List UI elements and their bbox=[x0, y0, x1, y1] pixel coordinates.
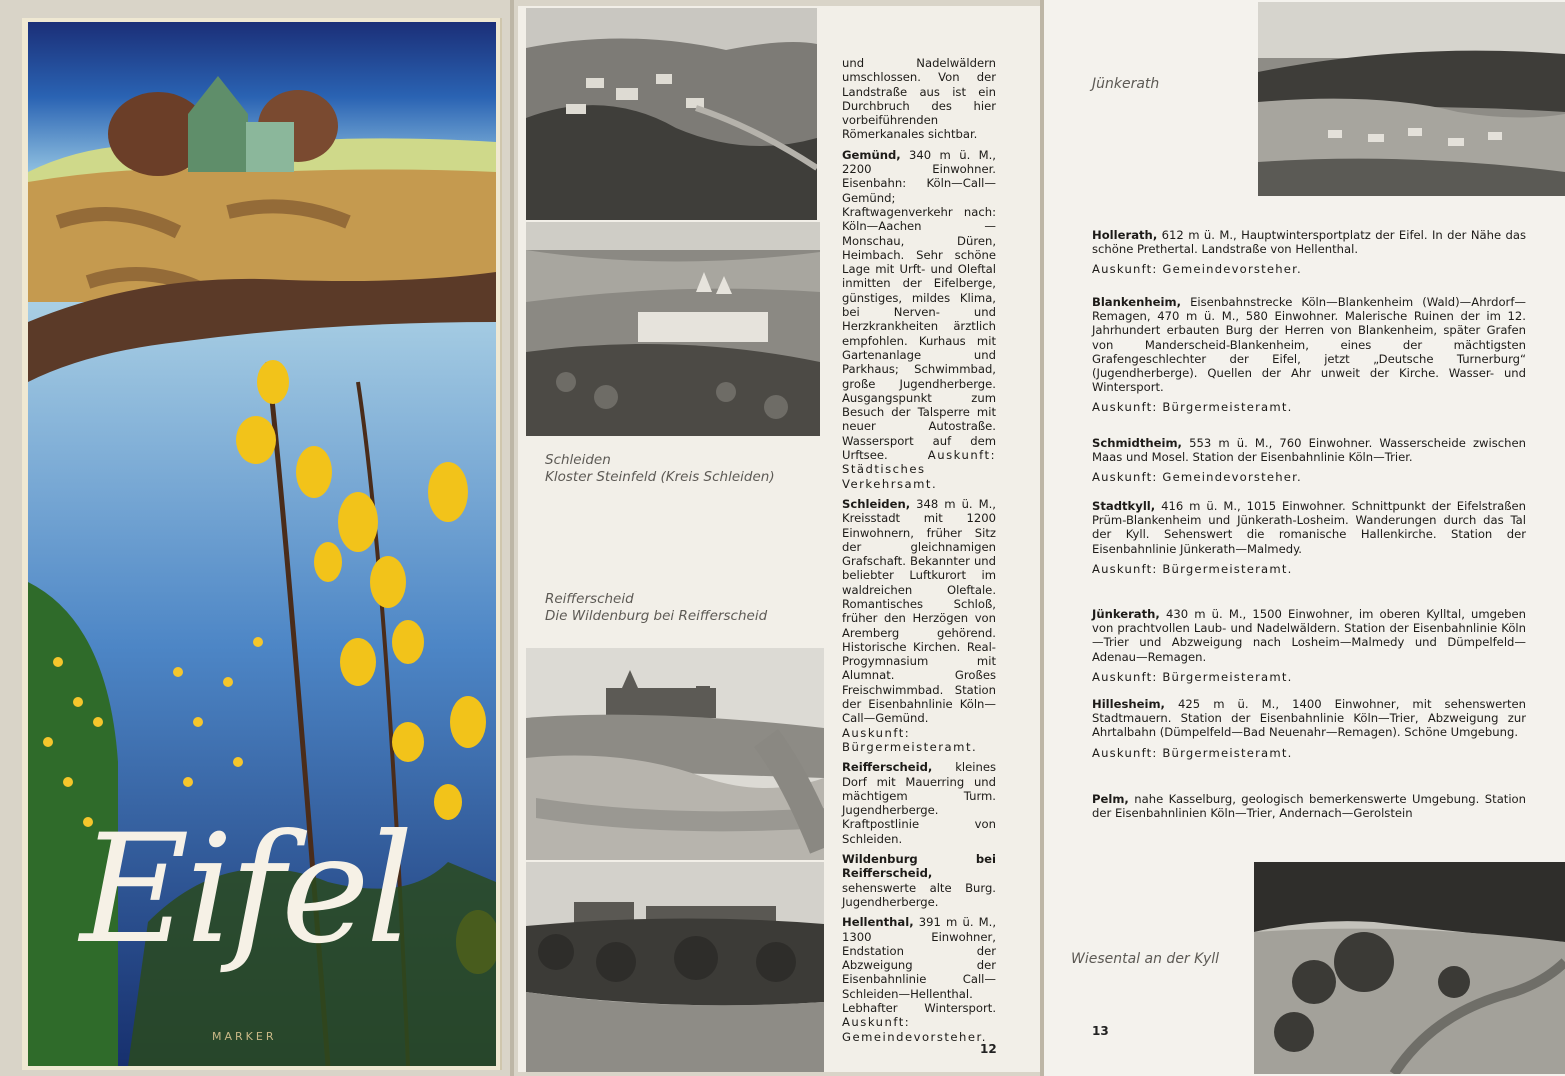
entry-info: Auskunft: Bürgermeisteramt. bbox=[1092, 745, 1293, 760]
photo-wiesental-image bbox=[1254, 862, 1565, 1074]
photo-reifferscheid-image bbox=[526, 648, 824, 860]
photo-schleiden-image bbox=[526, 8, 817, 220]
photo-kloster-steinfeld-image bbox=[526, 222, 820, 436]
caption-wiesental: Wiesental an der Kyll bbox=[1071, 951, 1220, 967]
entry-info: Auskunft: Städtisches Verkehrsamt. bbox=[842, 448, 996, 491]
entry-name: Schmidtheim, bbox=[1092, 436, 1182, 450]
page-12 bbox=[518, 6, 1040, 1072]
entry-hillesheim bbox=[1092, 697, 1526, 760]
caption-schleiden: Schleiden bbox=[545, 452, 611, 468]
entry-name: Hillesheim, bbox=[1092, 697, 1165, 711]
page-13 bbox=[1044, 0, 1565, 1076]
caption-juenkerath: Jünkerath bbox=[1092, 76, 1160, 92]
entry-text: kleines Dorf mit Mauerring und mächtigem Turm. Jugendherberge. Kraftpostlinie von Schleiden. bbox=[842, 760, 996, 846]
entry-info: Auskunft: Gemeindevorsteher. bbox=[1092, 262, 1302, 277]
entry-schmidtheim bbox=[1092, 436, 1526, 485]
entry-info: Auskunft: Bürgermeisteramt. bbox=[842, 725, 978, 754]
photo-wildenburg-image bbox=[526, 862, 824, 1072]
photo-kloster-steinfeld bbox=[526, 222, 820, 436]
entry-name: Reifferscheid, bbox=[842, 760, 933, 775]
photo-juenkerath bbox=[1258, 2, 1565, 196]
entry-text: nahe Kasselburg, geologisch bemerkenswerte Umgebung. Station der Eisenbahnlinien Köln—Trier, Andernach—Gerolstein bbox=[1092, 792, 1527, 821]
entry-text: Eisenbahnstrecke Köln—Blankenheim (Wald)—Ahrdorf—Remagen, 470 m ü. M., 580 Einwohner. Malerische Ruinen der im 12. Jahrhundert erbauten Burg der Herren von Blankenheim, später Grafen von Manderscheid-Blankenheim, eines der mächtigsten Grafengeschlechter der Eifel, jetzt „Deutsche Turnerburg“ (Jugendherberge). Quellen der Ahr unweit der Kirche. Wasser- und Wintersport. bbox=[1092, 295, 1526, 395]
entry-name: Stadtkyll, bbox=[1092, 499, 1156, 513]
entry-reifferscheid bbox=[842, 760, 996, 846]
entry-wildenburg bbox=[842, 852, 996, 909]
entry-info: Auskunft: Bürgermeisteramt. bbox=[1092, 561, 1293, 576]
page-number-13: 13 bbox=[1092, 1024, 1109, 1038]
entry-name: Blankenheim, bbox=[1092, 295, 1181, 309]
entry-gemuend bbox=[842, 148, 996, 491]
entry-text: 340 m ü. M., 2200 Einwohner. Eisenbahn: Köln—Call—Gemünd; Kraftwagenverkehr nach: Köln—Aachen — Monschau, Düren, Heimbach. Sehr schöne Lage mit Urft- und Oleftal inmitten der Eifelberge, günstiges, mildes Klima, bei Nerven- und Herzkrankheiten ärztlich empfohlen. Kurhaus mit Gartenanlage und Parkhaus; Schwimmbad, große Jugendherberge. Ausgangspunkt zum Besuch der Talsperre mit neuer Autostraße. Wassersport auf dem Urftsee. bbox=[842, 147, 996, 463]
photo-reifferscheid bbox=[526, 648, 824, 860]
entry-name: Wildenburg bei Reifferscheid, bbox=[842, 852, 996, 881]
page12-text-column bbox=[842, 56, 996, 1050]
entry-name: Schleiden, bbox=[842, 496, 911, 511]
entry-hollerath bbox=[1092, 228, 1526, 277]
entry-text: 391 m ü. M., 1300 Einwohner, Endstation der Abzweigung der Eisenbahnlinie Call—Schleiden—Hellenthal. Lebhafter Wintersport. bbox=[842, 915, 997, 1015]
photo-wildenburg bbox=[526, 862, 824, 1072]
cover-title: Eifel bbox=[80, 803, 410, 977]
caption-wildenburg: Die Wildenburg bei Reifferscheid bbox=[545, 608, 768, 624]
entry-text: 553 m ü. M., 760 Einwohner. Wasserscheide zwischen Maas und Mosel. Station der Eisenbahnlinie Köln—Trier. bbox=[1092, 436, 1527, 465]
page12-intro: und Nadelwäldern umschlossen. Von der Landstraße aus ist ein Durchbruch des hier vorbeiführenden Römerkanales sichtbar. bbox=[842, 56, 996, 142]
entry-blankenheim bbox=[1092, 295, 1526, 415]
artist-signature: MARKER bbox=[212, 1030, 277, 1043]
entry-text: 425 m ü. M., 1400 Einwohner, mit sehenswerten Stadtmauern. Station der Eisenbahnlinie Köln—Trier, Abzweigung zur Ahrtalbahn (Dümpelfeld—Bad Neuenahr—Remagen). Schöne Umgebung. bbox=[1092, 697, 1526, 740]
entry-info: Auskunft: Gemeindevorsteher. bbox=[842, 1015, 987, 1044]
spine bbox=[510, 0, 514, 1076]
caption-kloster-steinfeld: Kloster Steinfeld (Kreis Schleiden) bbox=[545, 469, 775, 485]
entry-schleiden bbox=[842, 497, 996, 754]
entry-name: Hellenthal, bbox=[842, 915, 914, 930]
photo-juenkerath-image bbox=[1258, 2, 1565, 196]
entry-text: sehenswerte alte Burg. Jugendherberge. bbox=[842, 880, 996, 909]
photo-wiesental bbox=[1254, 862, 1565, 1074]
entry-text: 416 m ü. M., 1015 Einwohner. Schnittpunkt der Eifelstraßen Prüm-Blankenheim und Jünkerath-Losheim. Wanderungen durch das Tal der Kyll. Sehenswert die romanische Hallenkirche. Station der Eisenbahnlinie Jünkerath—Malmedy. bbox=[1092, 499, 1526, 556]
caption-reifferscheid: Reifferscheid bbox=[545, 591, 634, 607]
entry-text: 612 m ü. M., Hauptwintersportplatz der Eifel. In der Nähe das schöne Prethertal. Landstraße von Hellenthal. bbox=[1092, 228, 1527, 257]
entry-info: Auskunft: Bürgermeisteramt. bbox=[1092, 400, 1293, 415]
entry-info: Auskunft: Gemeindevorsteher. bbox=[1092, 470, 1302, 485]
entry-name: Pelm, bbox=[1092, 792, 1129, 806]
entry-text: 348 m ü. M., Kreisstadt mit 1200 Einwohnern, früher Sitz der gleichnamigen Grafschaft. Bekannter und beliebter Luftkurort im waldreichen Oleftale. Romantisches Schloß, früher den Herzögen von Aremberg gehörend. Historische Kirchen. Real-Progymnasium mit Alumnat. Großes Freischwimmbad. Station der Eisenbahnlinie Köln—Call—Gemünd. bbox=[842, 496, 996, 726]
entry-stadtkyll bbox=[1092, 499, 1526, 576]
photo-schleiden bbox=[526, 8, 817, 220]
entry-text: 430 m ü. M., 1500 Einwohner, im oberen Kylltal, umgeben von prachtvollen Laub- und Nadelwäldern. Station der Eisenbahnlinie Köln—Trier und Abzweigung nach Losheim—Malmedy und Dümpelfeld—Adenau—Remagen. bbox=[1092, 607, 1526, 664]
entry-hellenthal bbox=[842, 915, 996, 1044]
entry-info: Auskunft: Bürgermeisteramt. bbox=[1092, 669, 1293, 684]
entry-juenkerath bbox=[1092, 607, 1526, 684]
entry-name: Jünkerath, bbox=[1092, 607, 1160, 621]
entry-name: Gemünd, bbox=[842, 147, 901, 162]
entry-pelm bbox=[1092, 792, 1526, 820]
cover-page bbox=[22, 18, 502, 1070]
entry-name: Hollerath, bbox=[1092, 228, 1158, 242]
page-number-12: 12 bbox=[980, 1042, 997, 1056]
